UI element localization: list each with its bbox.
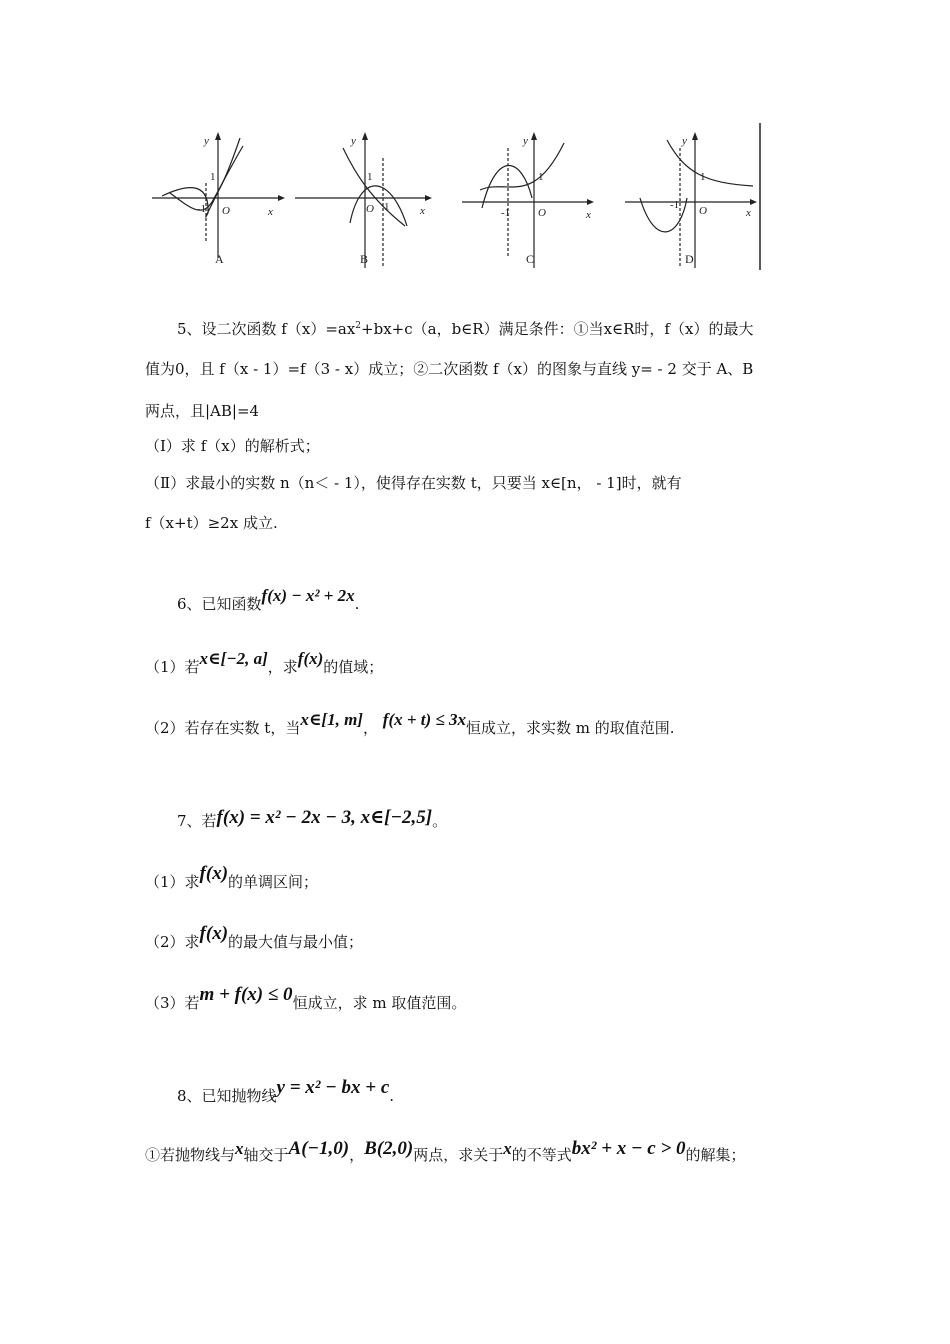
graph-d bbox=[625, 132, 757, 268]
graph-c-y-label: y bbox=[523, 135, 528, 147]
graph-c-one: 1 bbox=[538, 171, 544, 183]
graph-a bbox=[152, 132, 285, 258]
graph-a-origin: O bbox=[222, 205, 230, 217]
graph-d-neg: -1 bbox=[670, 199, 680, 211]
graph-a-x-label: x bbox=[268, 206, 273, 218]
graph-b-y-label: y bbox=[351, 135, 356, 147]
graph-b bbox=[295, 132, 432, 268]
q5-line3: 两点，且|AB|=4 bbox=[145, 402, 260, 420]
graph-b-x-label: x bbox=[420, 205, 425, 217]
graph-c-x-label: x bbox=[586, 209, 591, 221]
graph-c-origin: O bbox=[538, 207, 546, 219]
q8-part1: ①若抛物线与x轴交于A(−1,0)，B(2,0)两点，求关于x的不等式bx² + x − c > 0的解集； bbox=[145, 1138, 746, 1164]
q5-line1: 5、设二次函数 $f(x)=ax^2+bx+c(a$，b∈R）满足条件：①当x∈R时，f（x）的最大 bbox=[177, 320, 754, 338]
q6-intro: 6、已知函数f(x) − x² + 2x. bbox=[177, 586, 360, 613]
answer-graphs bbox=[140, 118, 770, 278]
graph-a-neg: -1 bbox=[197, 203, 207, 215]
q7-part2: （2）求f(x)的最大值与最小值； bbox=[145, 923, 364, 951]
q5-part1: （Ⅰ）求 f（x）的解析式； bbox=[145, 437, 320, 455]
graph-b-neg: 1 bbox=[384, 201, 390, 213]
q8-intro: 8、已知抛物线y = x² − bx + c. bbox=[177, 1077, 395, 1105]
q5-part2: （Ⅱ）求最小的实数 n（n＜ - 1），使得存在实数 t，只要当 x∈[n， - 1]时，就有 bbox=[145, 474, 682, 492]
graph-d-origin: O bbox=[699, 205, 707, 217]
graph-a-one: 1 bbox=[210, 171, 216, 183]
graph-d-one: 1 bbox=[700, 171, 706, 183]
graph-b-letter: B bbox=[360, 252, 369, 266]
graph-d-x-label: x bbox=[746, 207, 751, 219]
graph-b-one: 1 bbox=[367, 171, 373, 183]
q7-function: f(x) = x² − 2x − 3, x∈[−2,5] bbox=[216, 807, 433, 828]
graph-b-origin: O bbox=[366, 203, 374, 215]
q7-intro: 7、若f(x) = x² − 2x − 3, x∈[−2,5]。 bbox=[177, 807, 448, 830]
graph-a-letter: A bbox=[215, 252, 224, 266]
graph-c-letter: C bbox=[526, 252, 535, 266]
graph-c bbox=[462, 132, 594, 268]
q5-line2: 值为0，且 f（x - 1）=f（3 - x）成立；②二次函数 f（x）的图象与直线 y= - 2 交于 A、B bbox=[145, 360, 754, 378]
q6-function: f(x) − x² + 2x bbox=[261, 586, 355, 605]
q7-part3: （3）若m + f(x) ≤ 0恒成立，求 m 取值范围。 bbox=[145, 984, 467, 1012]
q7-part1: （1）求f(x)的单调区间； bbox=[145, 863, 319, 891]
q5-part2-cont: f（x+t）≥2x 成立. bbox=[145, 514, 278, 532]
graph-d-letter: D bbox=[685, 252, 694, 266]
q6-part1: （1）若x∈[−2, a]，求f(x)的值域； bbox=[145, 649, 384, 676]
q6-part2: （2）若存在实数 t，当x∈[1, m]， f(x + t) ≤ 3x恒成立，求实数 m 的取值范围. bbox=[145, 710, 675, 737]
graph-d-y-label: y bbox=[682, 135, 687, 147]
graph-c-neg: -1 bbox=[501, 207, 511, 219]
graph-a-y-label: y bbox=[204, 135, 209, 147]
q8-function: y = x² − bx + c bbox=[276, 1077, 390, 1098]
